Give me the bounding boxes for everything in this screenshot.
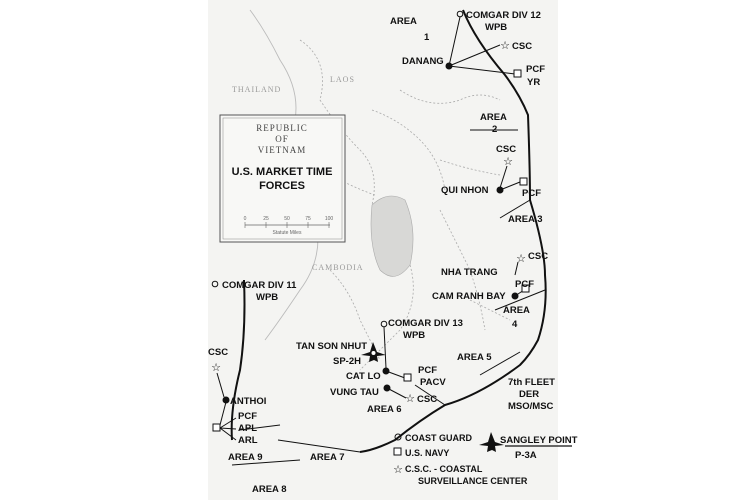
- danang-label: DANANG: [402, 56, 444, 67]
- comgar11-sub: WPB: [256, 292, 279, 303]
- area-6-label: AREA 6: [367, 404, 402, 415]
- pcf-quinhon: PCF: [522, 188, 541, 199]
- comgar12-sub: WPB: [485, 22, 508, 33]
- nhatrang-group: [432, 251, 548, 302]
- title-line3: VIETNAM: [257, 145, 307, 155]
- legend-navy-icon: [394, 448, 401, 455]
- fleet-line3: MSO/MSC: [508, 401, 554, 412]
- area-5-label: AREA 5: [457, 352, 492, 363]
- quinhon-label: QUI NHON: [441, 185, 489, 196]
- legend-csc-line2: SURVEILLANCE CENTER: [418, 476, 528, 486]
- scale-tick-50: 50: [284, 216, 290, 222]
- camranh-label: CAM RANH BAY: [432, 291, 506, 302]
- area-2-label: AREA: [480, 112, 507, 123]
- csc-nhatrang-label: CSC: [528, 251, 549, 262]
- area-3-label: AREA 3: [508, 214, 543, 225]
- area-9-label: AREA 9: [228, 452, 263, 463]
- anthoi-group: [208, 347, 266, 446]
- comgar11-label: COMGAR DIV 11: [222, 280, 297, 291]
- area-1-label: AREA: [390, 16, 417, 27]
- pacv-label: PACV: [420, 377, 446, 388]
- navy-marker-quinhon: [520, 178, 527, 185]
- sangley-label: SANGLEY POINT: [500, 435, 578, 446]
- navy-marker-catlo: [404, 374, 411, 381]
- csc-anthoi-label: CSC: [208, 347, 229, 358]
- area-4-label: AREA: [503, 305, 530, 316]
- danang-group: [402, 10, 545, 88]
- tansonnhut-label: TAN SON NHUT: [296, 341, 368, 352]
- p3a-label: P-3A: [515, 450, 537, 461]
- laos-label: LAOS: [330, 75, 355, 84]
- anthoi-label: ANTHOI: [230, 396, 267, 407]
- csc-star-vungtau: ☆: [405, 393, 415, 405]
- apl-label: APL: [238, 423, 257, 434]
- vungtau-label: VUNG TAU: [330, 387, 379, 398]
- fleet-line1: 7th FLEET: [508, 377, 555, 388]
- saigon-group: [296, 318, 463, 405]
- scale-tick-0: 0: [243, 216, 247, 222]
- area-2-number: 2: [492, 124, 498, 135]
- comgar13-sub: WPB: [403, 330, 426, 341]
- legend-csc-line1: C.S.C. - COASTAL: [405, 464, 483, 474]
- area-8-label: AREA 8: [252, 484, 287, 495]
- area-1-number: 1: [424, 32, 430, 43]
- title-line1: REPUBLIC: [256, 123, 308, 133]
- scale-tick-75: 75: [305, 216, 311, 222]
- title-line4: U.S. MARKET TIME: [231, 166, 333, 178]
- csc-star-anthoi: ☆: [211, 362, 221, 374]
- title-box: [220, 115, 345, 242]
- scale-label: Statute Miles: [272, 230, 302, 236]
- sp2h-label: SP-2H: [333, 356, 361, 367]
- catlo-label: CAT LO: [346, 371, 381, 382]
- title-line5: FORCES: [259, 180, 305, 192]
- navy-marker-danang: [514, 70, 521, 77]
- lake-shape: [371, 196, 413, 276]
- comgar11-group: [212, 280, 297, 303]
- navy-marker-anthoi: [213, 424, 220, 431]
- csc-vungtau-label: CSC: [417, 394, 438, 405]
- pcf-anthoi: PCF: [238, 411, 257, 422]
- sangley-group: [479, 432, 578, 461]
- comgar13-label: COMGAR DIV 13: [388, 318, 463, 329]
- yr-label: YR: [527, 77, 541, 88]
- quinhon-group: [441, 144, 541, 199]
- coast-guard-marker-13: [381, 321, 387, 327]
- scale-tick-25: 25: [263, 216, 269, 222]
- cambodia-label: CAMBODIA: [312, 263, 364, 272]
- nhatrang-label: NHA TRANG: [441, 267, 498, 278]
- arl-label: ARL: [238, 435, 258, 446]
- coast-guard-marker: [457, 11, 463, 17]
- comgar12-label: COMGAR DIV 12: [466, 10, 541, 21]
- pcf-camranh: PCF: [515, 279, 534, 290]
- pcf-danang: PCF: [526, 64, 545, 75]
- scale-tick-100: 100: [324, 216, 334, 222]
- csc-star-north: ☆: [500, 40, 510, 52]
- legend-us-navy: U.S. NAVY: [405, 448, 450, 458]
- coast-guard-marker-11: [212, 281, 218, 287]
- csc-quinhon-label: CSC: [496, 144, 517, 155]
- csc-north-label: CSC: [512, 41, 533, 52]
- area-7-label: AREA 7: [310, 452, 345, 463]
- csc-star-quinhon: ☆: [503, 156, 513, 168]
- fleet-line2: DER: [519, 389, 540, 400]
- legend-csc-star-icon: ☆: [393, 464, 403, 476]
- legend-coast-guard: COAST GUARD: [405, 433, 472, 443]
- pcf-catlo: PCF: [418, 365, 437, 376]
- area-4-number: 4: [512, 319, 518, 330]
- csc-star-nhatrang: ☆: [516, 253, 526, 265]
- thailand-label: THAILAND: [232, 85, 282, 94]
- title-line2: OF: [275, 134, 289, 144]
